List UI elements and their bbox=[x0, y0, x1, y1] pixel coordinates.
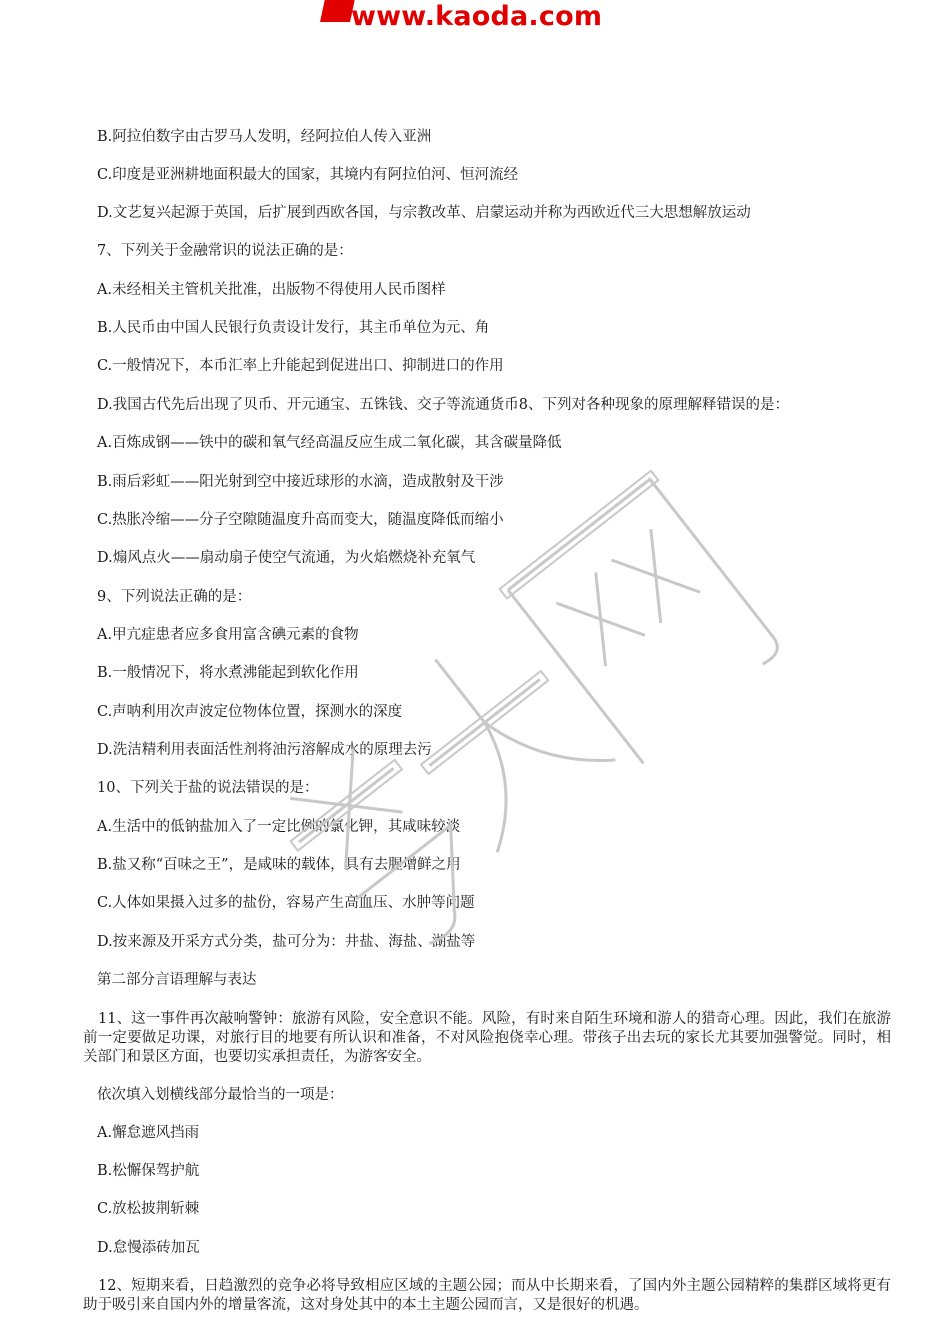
watermark-glyph-1 bbox=[270, 731, 502, 950]
question-11-option-b: B.松懈保驾护航 bbox=[97, 1163, 200, 1179]
option-line: C.一般情况下，本币汇率上升能起到促进出口、抑制进口的作用 bbox=[97, 358, 504, 374]
question-11-option-a: A.懈怠遮风挡雨 bbox=[97, 1125, 200, 1141]
site-logo[interactable] bbox=[323, 0, 653, 36]
option-line: C.声呐利用次声波定位物体位置，探测水的深度 bbox=[97, 704, 403, 720]
option-line: A.生活中的低钠盐加入了一定比例的氯化钾，其咸味较淡 bbox=[97, 819, 461, 835]
question-11-prompt: 依次填入划横线部分最恰当的一项是： bbox=[97, 1087, 344, 1103]
question-12-stem: 12、短期来看，日趋激烈的竞争必将导致相应区域的主题公园；而从中长期来看，了国内外主题公园精粹的集群区域将更有助于吸引来自国内外的增量客流，这对身处其中的本土主题公园而言，又是很好的机遇。 bbox=[83, 1278, 891, 1313]
question-stem: 9、下列说法正确的是： bbox=[97, 589, 252, 605]
question-stem: 10、下列关于盐的说法错误的是： bbox=[97, 780, 319, 796]
option-line: B.盐又称“百味之王”，是咸味的载体，具有去腥增鲜之用 bbox=[97, 857, 461, 873]
section-heading: 第二部分言语理解与表达 bbox=[97, 972, 257, 988]
question-11-stem: 11、这一事件再次敲响警钟：旅游有风险，安全意识不能。风险，有时来自陌生环境和游人的猎奇心理。因此，我们在旅游前一定要做足功课，对旅行目的地要有所认识和准备，不对风险抱侥幸心理。带孩子出去玩的家长尤其要加强警觉。同时，相关部门和景区方面，也要切实承担责任，为游客安全。 bbox=[83, 1011, 891, 1065]
option-line: D.按来源及开采方式分类，盐可分为：井盐、海盐、湖盐等 bbox=[97, 934, 476, 950]
option-line: C.人体如果摄入过多的盐份，容易产生高血压、水肿等问题 bbox=[97, 895, 475, 911]
option-line: D.我国古代先后出现了贝币、开元通宝、五铢钱、交子等流通货币8、下列对各种现象的原理解释错误的是： bbox=[97, 397, 789, 413]
option-line: B.雨后彩虹——阳光射到空中接近球形的水滴，造成散射及干涉 bbox=[97, 474, 504, 490]
question-11-option-c: C.放松披荆斩棘 bbox=[97, 1201, 200, 1217]
option-line: B.人民币由中国人民银行负责设计发行，其主币单位为元、角 bbox=[97, 320, 490, 336]
option-line: A.甲亢症患者应多食用富含碘元素的食物 bbox=[97, 627, 359, 643]
option-line: C.热胀冷缩——分子空隙随温度升高而变大，随温度降低而缩小 bbox=[97, 512, 504, 528]
option-line: A.未经相关主管机关批准，出版物不得使用人民币图样 bbox=[97, 282, 446, 298]
question-11-option-d: D.怠慢添砖加瓦 bbox=[97, 1240, 200, 1256]
option-line: D.文艺复兴起源于英国，后扩展到西欧各国，与宗教改革、启蒙运动并称为西欧近代三大思想解放运动 bbox=[97, 205, 751, 221]
question-stem: 7、下列关于金融常识的说法正确的是： bbox=[97, 243, 353, 259]
option-line: C.印度是亚洲耕地面积最大的国家，其境内有阿拉伯河、恒河流经 bbox=[97, 167, 519, 183]
option-line: D.洗洁精利用表面活性剂将油污溶解成水的原理去污 bbox=[97, 742, 432, 758]
watermark-glyph-3 bbox=[500, 471, 790, 767]
option-line: B.一般情况下，将水煮沸能起到软化作用 bbox=[97, 665, 359, 681]
option-line: A.百炼成钢——铁中的碳和氧气经高温反应生成二氧化碳，其含碳量降低 bbox=[97, 435, 562, 451]
option-line: D.煽风点火——扇动扇子使空气流通，为火焰燃烧补充氧气 bbox=[97, 550, 476, 566]
site-url[interactable]: www.kaoda.com bbox=[351, 1, 603, 32]
option-line: B.阿拉伯数字由古罗马人发明，经阿拉伯人传入亚洲 bbox=[97, 129, 432, 145]
